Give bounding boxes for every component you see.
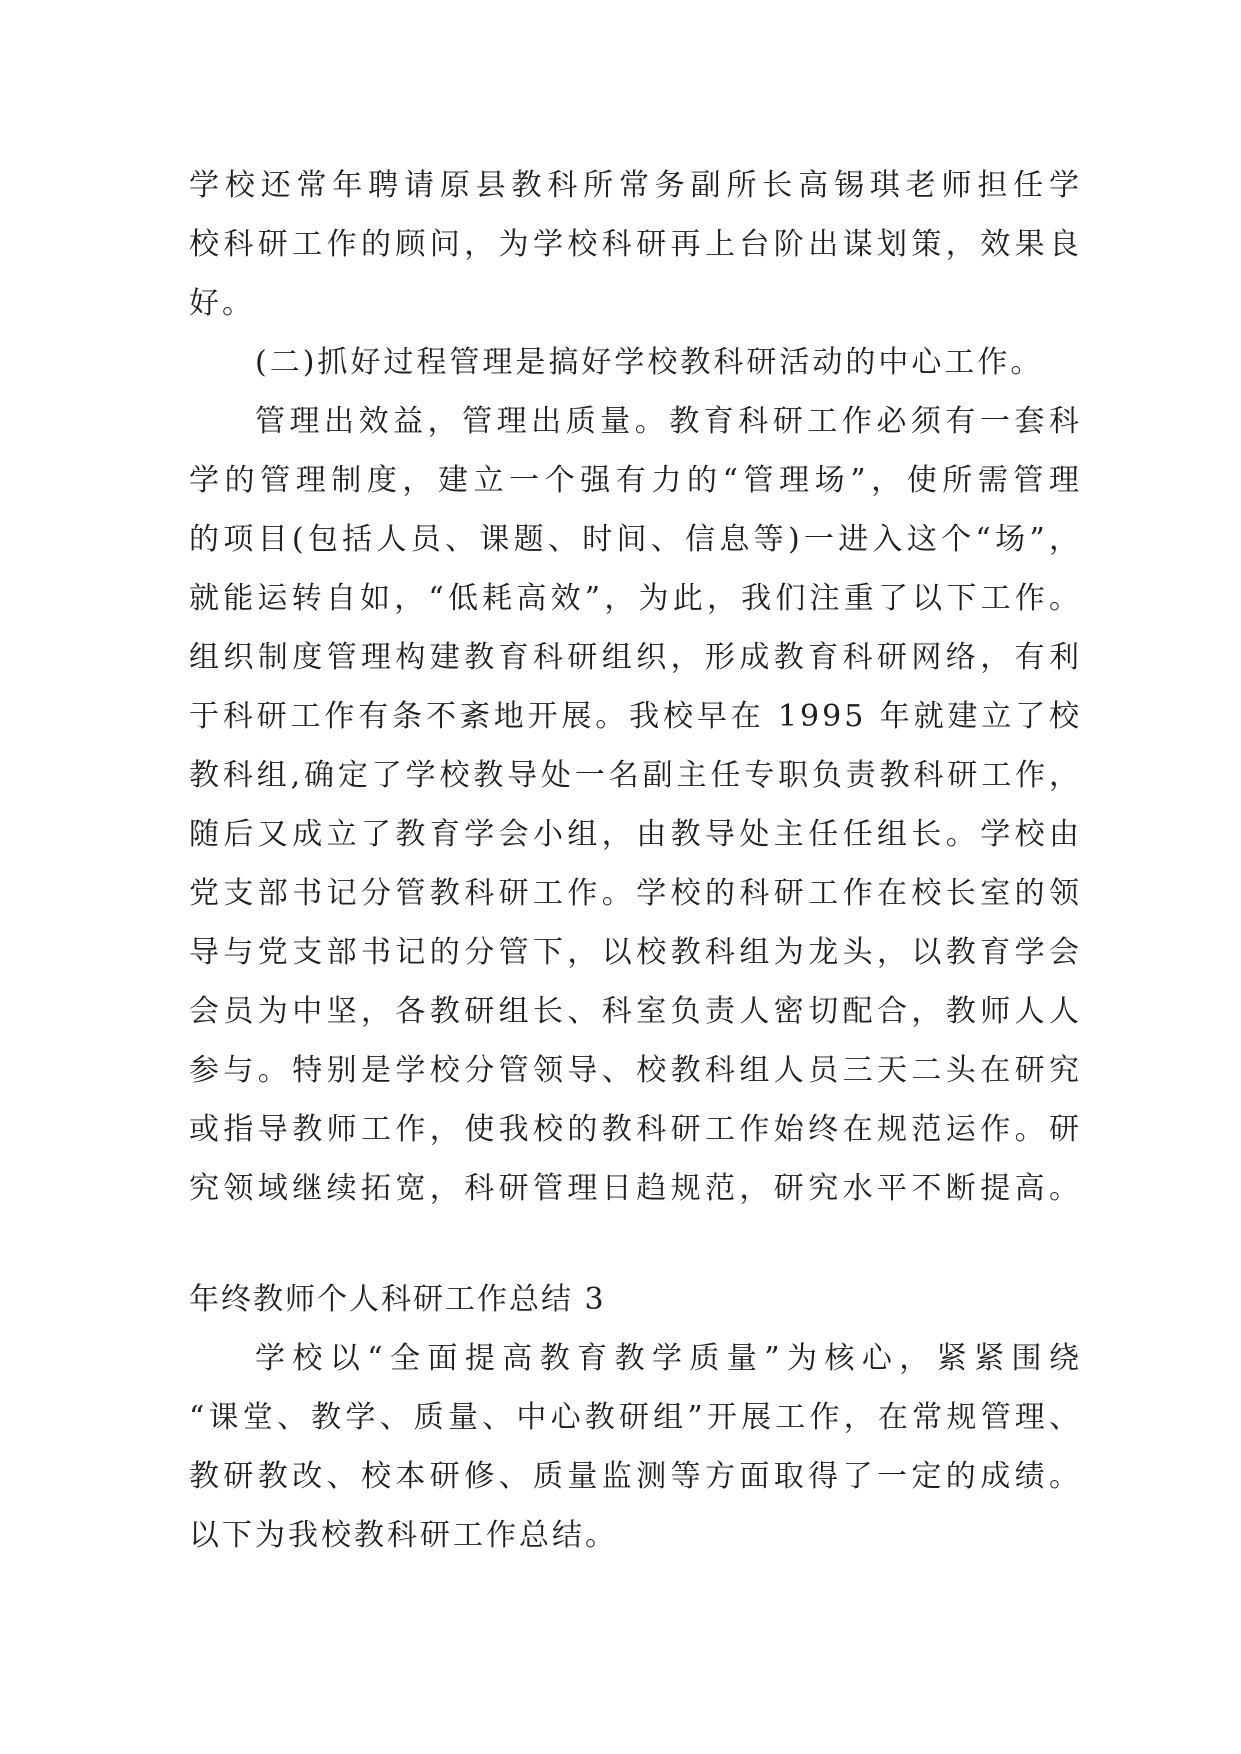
text-line: 学校还常年聘请原县教科所常务副所长高锡琪老师担任学 <box>189 168 1082 203</box>
text-line: 党支部书记分管教科研工作。学校的科研工作在校长室的领 <box>189 876 1082 911</box>
text-line: 学的管理制度，建立一个强有力的“管理场”，使所需管理 <box>189 463 1082 498</box>
text-line: 管理出效益，管理出质量。教育科研工作必须有一套科 <box>255 404 1082 439</box>
text-line: 教科组,确定了学校教导处一名副主任专职负责教科研工作， <box>189 758 1082 793</box>
paragraph-subheading <box>189 333 1082 392</box>
text-line: 好。 <box>189 286 255 321</box>
paragraph <box>189 1329 1082 1565</box>
text-line: 的项目(包括人员、课题、时间、信息等)一进入这个“场”， <box>189 522 1082 557</box>
text-line: 会员为中坚，各教研组长、科室负责人密切配合，教师人人 <box>189 994 1082 1029</box>
document-body <box>189 156 1082 1565</box>
text-line: 组织制度管理构建教育科研组织，形成教育科研网络，有利 <box>189 640 1082 675</box>
paragraph <box>189 156 1082 333</box>
section-heading: 年终教师个人科研工作总结 3 <box>189 1282 606 1317</box>
text-line: 教研教改、校本研修、质量监测等方面取得了一定的成绩。 <box>189 1459 1082 1494</box>
text-line: 校科研工作的顾问，为学校科研再上台阶出谋划策，效果良 <box>189 227 1082 262</box>
text-line: 于科研工作有条不紊地开展。我校早在 1995 年就建立了校 <box>189 699 1082 734</box>
text-line: (二)抓好过程管理是搞好学校教科研活动的中心工作。 <box>255 345 1044 380</box>
text-line: “课堂、教学、质量、中心教研组”开展工作，在常规管理、 <box>189 1400 1082 1435</box>
text-line: 究领域继续拓宽，科研管理日趋规范，研究水平不断提高。 <box>189 1171 1082 1206</box>
paragraph <box>189 392 1082 1218</box>
text-line: 或指导教师工作，使我校的教科研工作始终在规范运作。研 <box>189 1112 1082 1147</box>
text-line: 随后又成立了教育学会小组，由教导处主任任组长。学校由 <box>189 817 1082 852</box>
text-line: 就能运转自如，“低耗高效”，为此，我们注重了以下工作。 <box>189 581 1082 616</box>
text-line: 参与。特别是学校分管领导、校教科组人员三天二头在研究 <box>189 1053 1082 1088</box>
text-line: 学校以“全面提高教育教学质量”为核心，紧紧围绕 <box>255 1341 1082 1376</box>
text-line: 以下为我校教科研工作总结。 <box>189 1518 618 1553</box>
text-line: 导与党支部书记的分管下，以校教科组为龙头，以教育学会 <box>189 935 1082 970</box>
